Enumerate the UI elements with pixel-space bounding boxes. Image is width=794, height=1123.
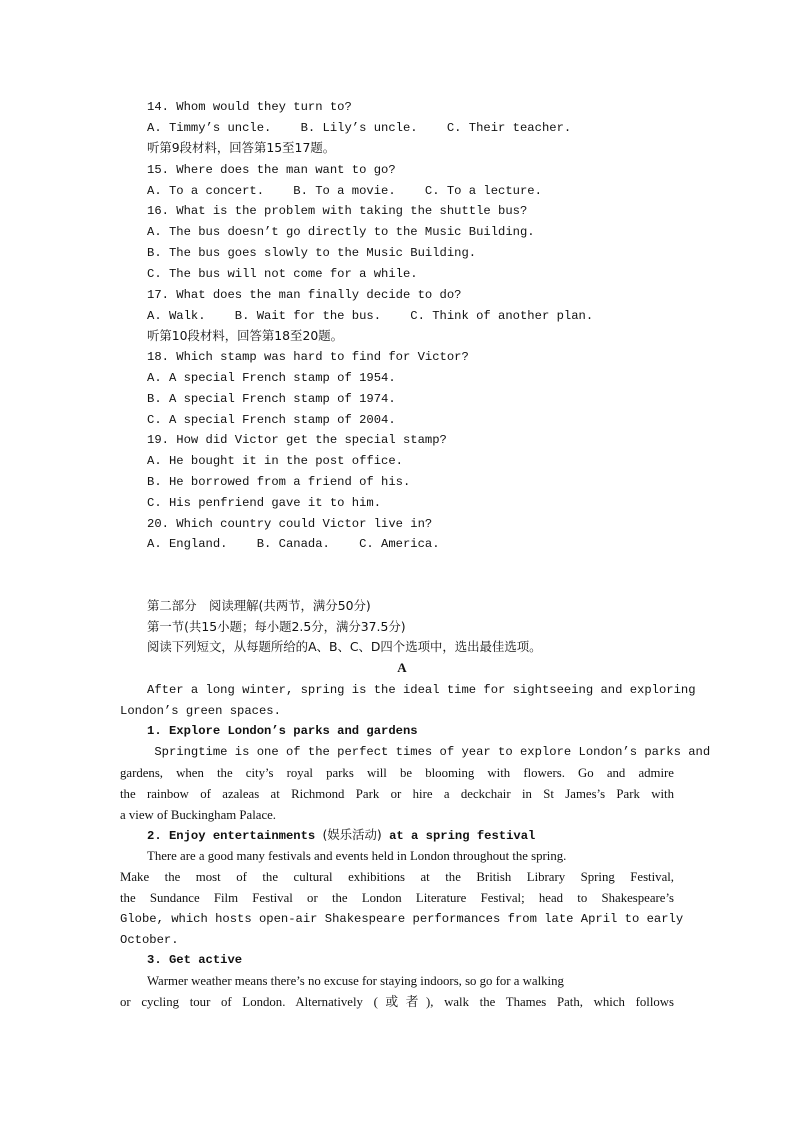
question-18: 18. Which stamp was hard to find for Victor? <box>147 350 469 364</box>
paragraph-2-line-1: There are a good many festivals and events held in London throughout the spring. <box>147 849 567 863</box>
question-16-option-b: B. The bus goes slowly to the Music Building. <box>147 246 477 260</box>
reading-instruction: 阅读下列短文，从每题所给的A、B、C、D四个选项中，选出最佳选项。 <box>147 639 542 654</box>
question-19-option-b: B. He borrowed from a friend of his. <box>147 475 411 489</box>
question-19-option-a: A. He bought it in the post office. <box>147 454 403 468</box>
paragraph-2-line-5: October. <box>120 933 179 947</box>
heading-spring-festival-cn: (娱乐活动) <box>322 827 382 842</box>
question-18-option-c: C. A special French stamp of 2004. <box>147 413 396 427</box>
paragraph-1-line-2: gardens, when the city’s royal parks will be blooming with flowers. Go and admire <box>120 766 674 780</box>
question-15: 15. Where does the man want to go? <box>147 163 396 177</box>
passage-label: A <box>397 660 407 675</box>
question-15-options: A. To a concert. B. To a movie. C. To a lecture. <box>147 184 542 198</box>
question-19: 19. How did Victor get the special stamp? <box>147 433 447 447</box>
question-20-options: A. England. B. Canada. C. America. <box>147 537 440 551</box>
section-one-title: 第一节(共15小题；每小题2.5分，满分37.5分) <box>147 619 406 634</box>
intro-line-2: London’s green spaces. <box>120 704 281 718</box>
material-9-instruction: 听第9段材料，回答第15至17题。 <box>147 140 336 155</box>
heading-explore-parks: 1. Explore London’s parks and gardens <box>147 724 418 738</box>
question-20: 20. Which country could Victor live in? <box>147 517 433 531</box>
question-18-option-a: A. A special French stamp of 1954. <box>147 371 396 385</box>
paragraph-2-line-2: Make the most of the cultural exhibitions at the British Library Spring Festival, <box>120 870 674 884</box>
question-16-option-a: A. The bus doesn’t go directly to the Music Building. <box>147 225 535 239</box>
paragraph-2-line-3: the Sundance Film Festival or the London Literature Festival; head to Shakespeare’s <box>120 891 674 905</box>
question-16: 16. What is the problem with taking the shuttle bus? <box>147 204 528 218</box>
paragraph-1-line-4: a view of Buckingham Palace. <box>120 808 276 822</box>
question-18-option-b: B. A special French stamp of 1974. <box>147 392 396 406</box>
question-17: 17. What does the man finally decide to do? <box>147 288 462 302</box>
heading-spring-festival-end: at a spring festival <box>381 829 536 843</box>
paragraph-3-line-2: or cycling tour of London. Alternatively (或者), walk the Thames Path, which follows <box>120 995 674 1009</box>
question-17-options: A. Walk. B. Wait for the bus. C. Think of another plan. <box>147 309 594 323</box>
question-19-option-c: C. His penfriend gave it to him. <box>147 496 382 510</box>
question-14-options: A. Timmy’s uncle. B. Lily’s uncle. C. Their teacher. <box>147 121 572 135</box>
paragraph-2-line-4: Globe, which hosts open-air Shakespeare performances from late April to early <box>120 912 684 926</box>
paragraph-3-line-1: Warmer weather means there’s no excuse for staying indoors, so go for a walking <box>147 974 564 988</box>
heading-spring-festival <box>147 827 535 844</box>
intro-line-1: After a long winter, spring is the ideal time for sightseeing and exploring <box>147 683 696 697</box>
heading-spring-festival-start: 2. Enjoy entertainments <box>147 829 323 843</box>
paragraph-1-line-3: the rainbow of azaleas at Richmond Park or hire a deckchair in St James’s Park with <box>120 787 674 801</box>
material-10-instruction: 听第10段材料，回答第18至20题。 <box>147 328 343 343</box>
heading-get-active: 3. Get active <box>147 953 243 967</box>
part-two-title: 第二部分 阅读理解(共两节，满分50分) <box>147 598 371 613</box>
paragraph-1-line-1: Springtime is one of the perfect times of year to explore London’s parks and <box>147 745 711 759</box>
question-14: 14. Whom would they turn to? <box>147 100 352 114</box>
question-16-option-c: C. The bus will not come for a while. <box>147 267 418 281</box>
